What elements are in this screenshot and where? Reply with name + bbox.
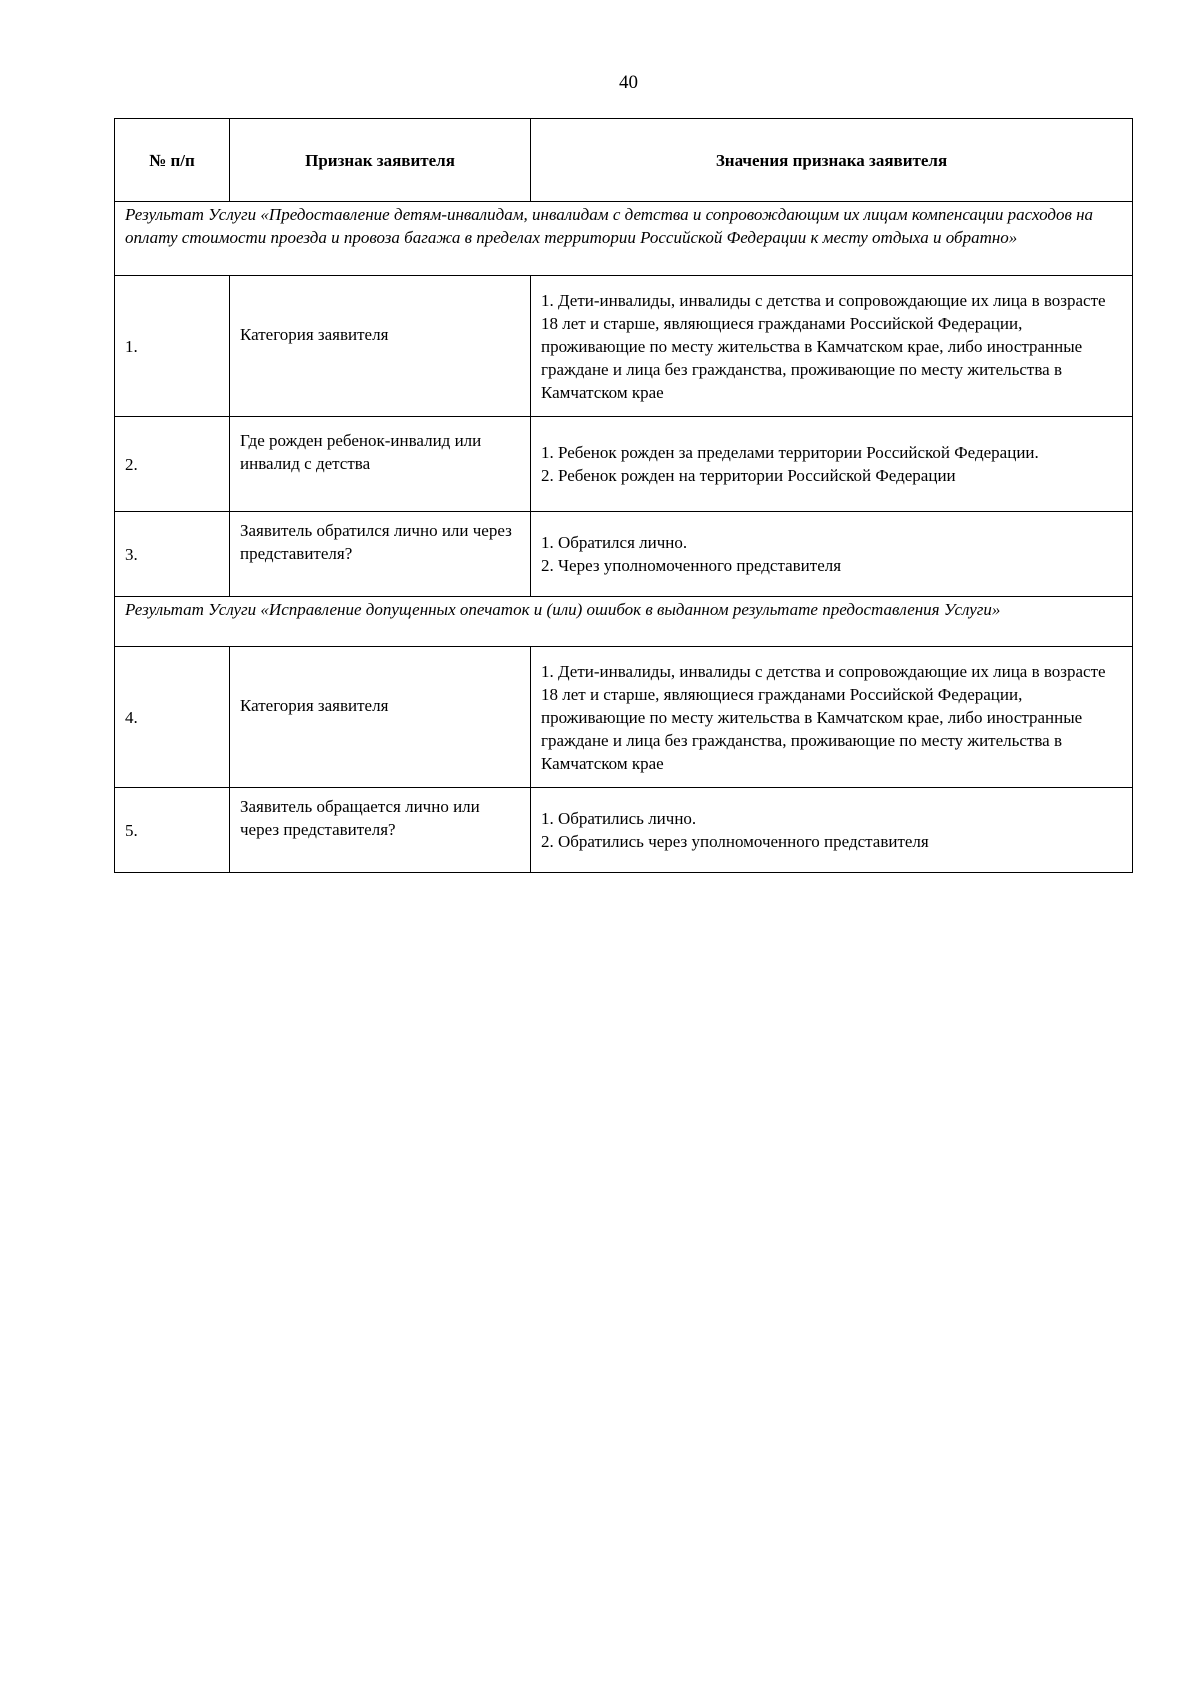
row-values (531, 512, 1133, 597)
table-row (115, 276, 1133, 417)
row-attribute-text: Где рожден ребенок-инвалид или инвалид с детства (240, 431, 482, 473)
page-number: 40 (619, 72, 638, 93)
row-attribute-text: Категория заявителя (240, 695, 389, 715)
value-line: 1. Обратились лично. (541, 809, 697, 828)
row-number: 2. (115, 417, 230, 512)
section-row-1 (115, 202, 1133, 276)
table-row (115, 788, 1133, 873)
row-attribute (230, 417, 531, 512)
table-row (115, 417, 1133, 512)
row-attribute (230, 788, 531, 873)
row-attribute-text: Заявитель обращается лично или через представителя? (240, 797, 480, 839)
row-attribute (230, 647, 531, 788)
table-row (115, 647, 1133, 788)
value-line: 2. Обратились через уполномоченного представителя (541, 832, 929, 851)
row-values: 1. Дети-инвалиды, инвалиды с детства и сопровождающие их лица в возрасте 18 лет и старше, являющиеся гражданами Российской Федерации, проживающие по месту жительства в Камчатском крае, либо иностранные граждане и лица без гражданства, проживающие по месту жительства в Камчатском крае (531, 276, 1133, 417)
row-attribute (230, 512, 531, 597)
row-values: 1. Дети-инвалиды, инвалиды с детства и сопровождающие их лица в возрасте 18 лет и старше, являющиеся гражданами Российской Федерации, проживающие по месту жительства в Камчатском крае, либо иностранные граждане и лица без гражданства, проживающие по месту жительства в Камчатском крае (531, 647, 1133, 788)
applicant-attributes-table (114, 118, 1133, 873)
row-number: 5. (115, 788, 230, 873)
row-values (531, 417, 1133, 512)
value-line: 1. Ребенок рожден за пределами территории Российской Федерации. (541, 443, 1039, 462)
row-values (531, 788, 1133, 873)
section-row-2 (115, 597, 1133, 647)
header-values: Значения признака заявителя (531, 119, 1133, 202)
row-attribute-text: Заявитель обратился лично или через представителя? (240, 521, 512, 563)
header-number: № п/п (115, 119, 230, 202)
value-line: 1. Обратился лично. (541, 533, 688, 552)
value-line: 2. Ребенок рожден на территории Российской Федерации (541, 466, 956, 485)
table-row (115, 512, 1133, 597)
value-line: 2. Через уполномоченного представителя (541, 556, 842, 575)
row-number: 1. (115, 276, 230, 417)
row-number: 3. (115, 512, 230, 597)
section-title-2: Результат Услуги «Исправление допущенных опечаток и (или) ошибок в выданном результате предоставления Услуги» (115, 597, 1133, 647)
section-title-1: Результат Услуги «Предоставление детям-инвалидам, инвалидам с детства и сопровождающим их лицам компенсации расходов на оплату стоимости проезда и провоза багажа в пределах территории Российской Федерации к месту отдыха и обратно» (115, 202, 1133, 276)
row-number: 4. (115, 647, 230, 788)
table-header-row (115, 119, 1133, 202)
header-attribute: Признак заявителя (230, 119, 531, 202)
row-attribute (230, 276, 531, 417)
row-attribute-text: Категория заявителя (240, 324, 389, 344)
